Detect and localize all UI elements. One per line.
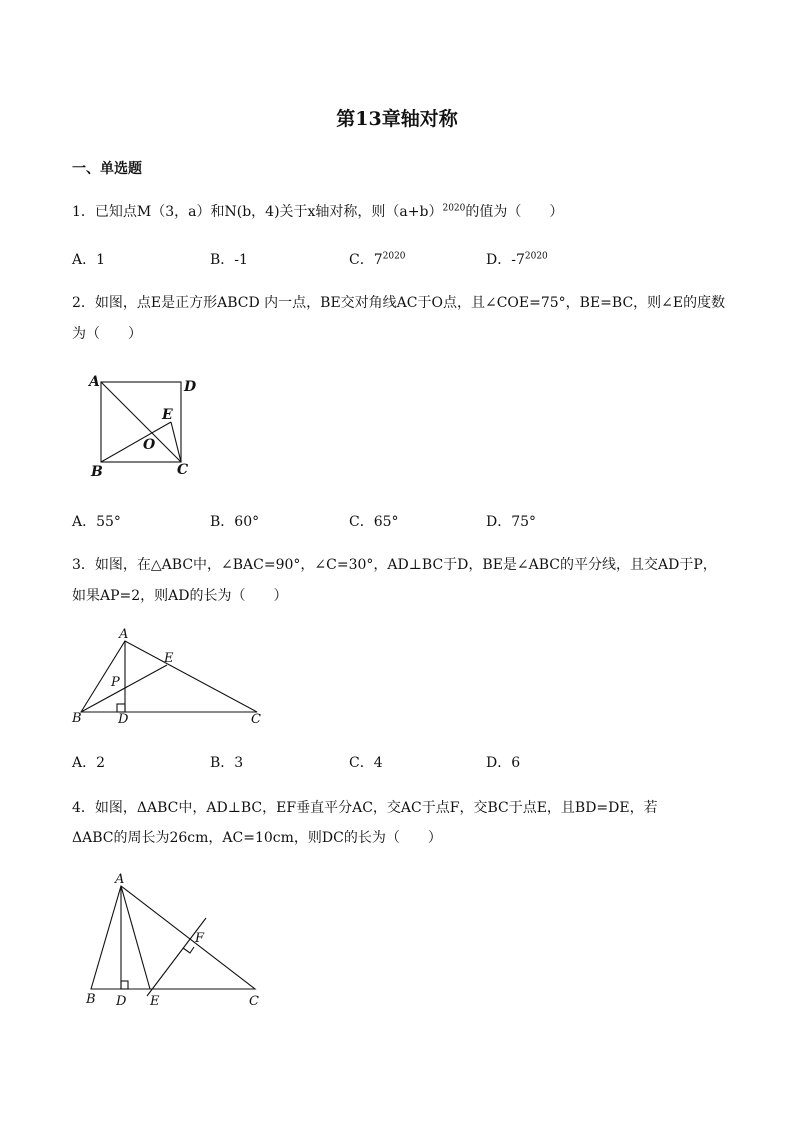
q2-option-a: A．55° (72, 514, 121, 530)
q3-bisector-be (81, 665, 167, 712)
q2-option-b: B．60° (210, 514, 260, 530)
q2-segment-ec (171, 422, 181, 462)
q4-label-e: E (150, 994, 160, 1009)
question-4-line1: 4．如图，ΔABC中，AD⊥BC，EF垂直平分AC，交AC于点F，交BC于点E，且BD=DE，若 (72, 800, 658, 816)
q1-option-a: A．1 (72, 252, 106, 268)
q2-label-d: D (184, 379, 197, 395)
q3-label-b: B (72, 711, 82, 726)
q2-label-b: B (91, 464, 103, 480)
q3-label-c: C (251, 712, 261, 727)
q4-segment-ae (121, 886, 150, 989)
q4-label-a: A (115, 872, 125, 887)
q3-label-p: P (111, 675, 120, 690)
q3-figure (68, 624, 278, 728)
q3-label-d: D (118, 712, 129, 727)
q4-right-angle-mark-d (121, 981, 128, 989)
q3-option-d: D．6 (486, 755, 521, 771)
question-1-stem (72, 202, 563, 222)
q1-option-c (349, 249, 406, 269)
q4-label-c: C (249, 994, 259, 1009)
q3-label-a: A (119, 627, 129, 642)
q1-option-c-base: C．7 (349, 252, 383, 268)
q2-label-a: A (89, 374, 100, 390)
section-heading: 一、单选题 (72, 161, 142, 177)
question-2-line2: 为（ ） (72, 326, 142, 342)
q4-label-d: D (116, 994, 127, 1009)
q1-option-d-exponent: 2020 (524, 251, 548, 262)
q1-option-d (486, 249, 548, 269)
question-3-line2: 如果AP=2，则AD的长为（ ） (72, 588, 288, 604)
q1-option-b: B．-1 (210, 252, 248, 268)
question-3-line1: 3．如图，在△ABC中，∠BAC=90°，∠C=30°，AD⊥BC于D，BE是∠ABC的平分线，且交AD于P， (72, 557, 717, 573)
q3-option-a: A．2 (72, 755, 106, 771)
q4-label-b: B (86, 992, 96, 1007)
q1-option-c-exponent: 2020 (382, 251, 406, 262)
q2-option-d: D．75° (486, 514, 537, 530)
q4-right-angle-mark-f (183, 947, 194, 953)
q4-label-f: F (195, 931, 205, 946)
q3-option-b: B．3 (210, 755, 244, 771)
q3-option-c: C．4 (349, 755, 383, 771)
question-2-line1: 2．如图，点E是正方形ABCD 内一点，BE交对角线AC于O点，且∠COE=75°，BE=BC，则∠E的度数 (72, 295, 726, 311)
q1-stem-text: 1．已知点M（3，a）和N(b，4)关于x轴对称，则（a+b） (72, 204, 443, 220)
q1-option-d-base: D．-7 (486, 252, 525, 268)
q4-triangle (91, 886, 255, 989)
q2-label-o: O (143, 437, 156, 453)
q3-label-e: E (164, 651, 174, 666)
q2-label-e: E (162, 407, 173, 423)
q2-figure (80, 370, 220, 482)
q2-label-c: C (177, 462, 189, 478)
q2-option-c: C．65° (349, 514, 399, 530)
page-title: 第13章轴对称 (336, 108, 458, 130)
q3-right-angle-mark (117, 704, 125, 712)
q4-figure (78, 866, 278, 1016)
q4-perpendicular-bisector-ef (147, 918, 206, 996)
q1-stem-exponent: 2020 (442, 203, 466, 214)
question-4-line2: ΔABC的周长为26cm，AC=10cm，则DC的长为（ ） (72, 830, 442, 846)
q1-stem-tail: 的值为（ ） (465, 204, 564, 220)
